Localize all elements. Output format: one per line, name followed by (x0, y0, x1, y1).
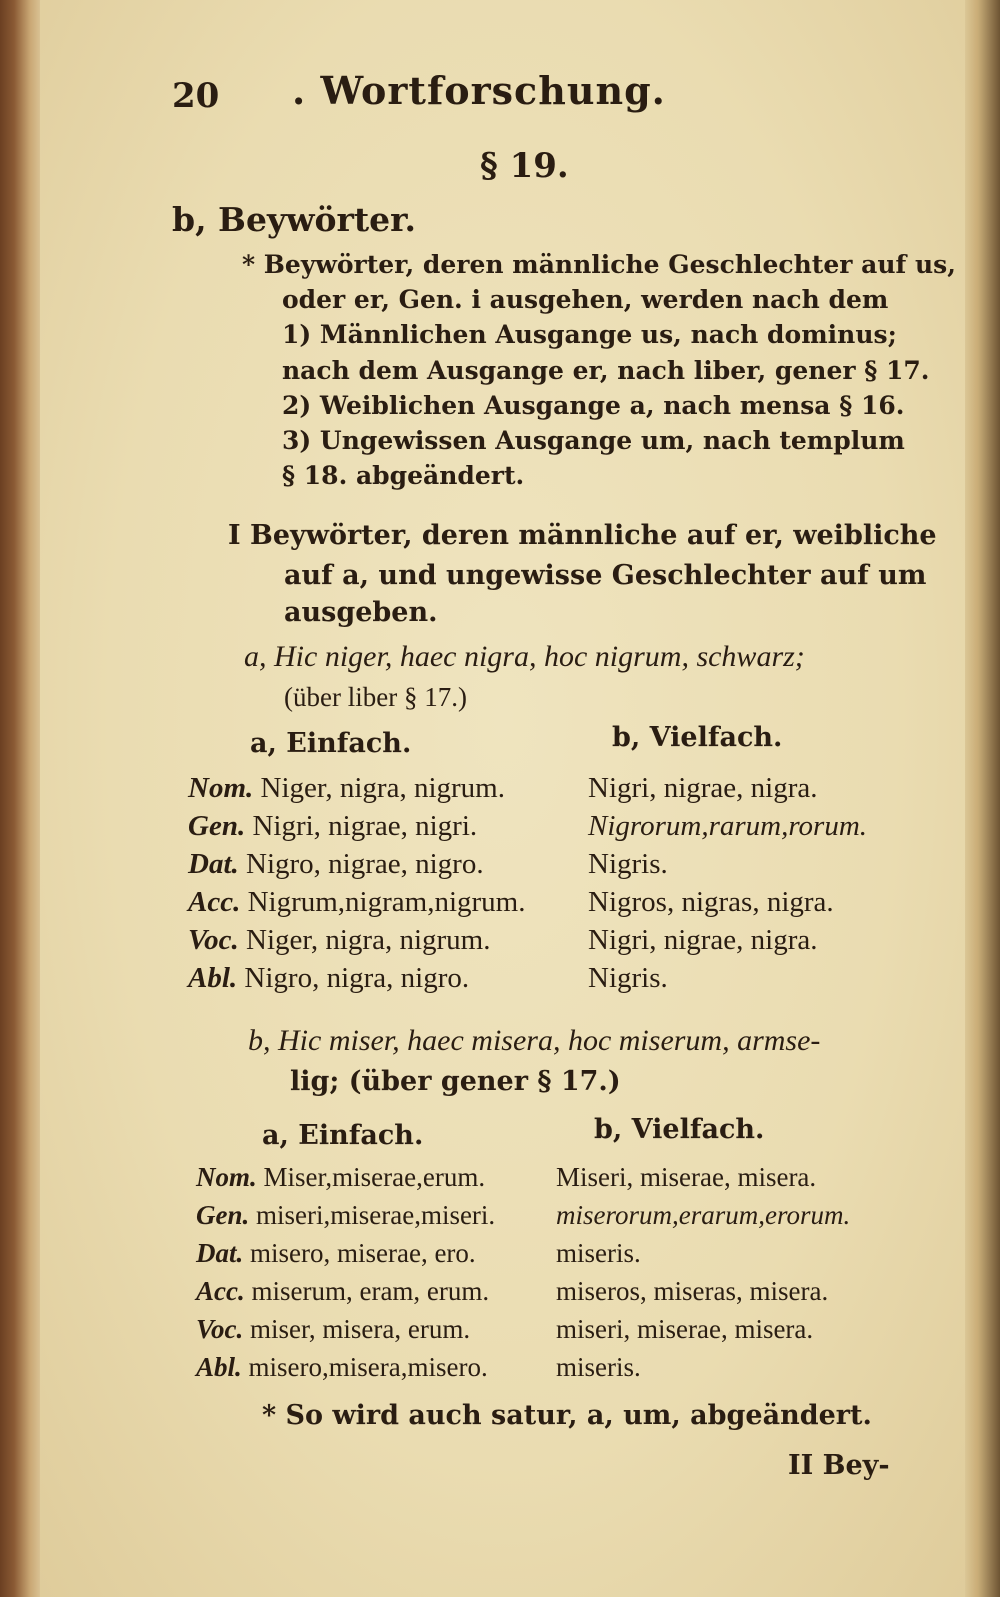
case-label: Voc. (196, 1314, 244, 1344)
case-label: Nom. (196, 1162, 257, 1192)
declension-row (188, 924, 818, 957)
example-b-line-2: lig; (über gener § 17.) (290, 1066, 621, 1097)
example-a-line-2: (über liber § 17.) (284, 682, 467, 712)
plural-forms: Nigrorum,rarum,rorum. (588, 810, 868, 842)
plural-forms: Nigri, nigrae, nigra. (588, 924, 818, 956)
singular-forms: Miser,miserae,erum. (263, 1162, 486, 1192)
running-title: . Wortforschung. (292, 68, 666, 113)
plural-forms: Nigris. (588, 848, 668, 880)
singular-forms: misero,misera,misero. (248, 1352, 488, 1382)
plural-forms: miseris. (556, 1238, 641, 1268)
case-label: Gen. (196, 1200, 250, 1230)
singular-forms: Nigro, nigrae, nigro. (246, 848, 484, 880)
case-label: Dat. (196, 1238, 244, 1268)
plural-label: b, Vielfach. (612, 722, 783, 753)
declension-row (196, 1276, 829, 1307)
plural-forms: Miseri, miserae, misera. (556, 1162, 817, 1192)
note-line: nach dem Ausgange er, nach liber, gener § 17. (282, 356, 930, 385)
rule-line: ausgeben. (284, 597, 438, 628)
example-b-line-1: b, Hic miser, haec misera, hoc miserum, armse- (248, 1024, 821, 1057)
catchword: II Bey- (788, 1450, 890, 1481)
declension-row (196, 1314, 814, 1345)
plural-forms: miseris. (556, 1352, 641, 1382)
plural-forms: miserorum,erarum,erorum. (556, 1200, 851, 1230)
rule-line: I Beywörter, deren männliche auf er, weibliche (228, 520, 937, 551)
case-label: Gen. (188, 810, 246, 842)
singular-forms: misero, miserae, ero. (250, 1238, 476, 1268)
note-2: * So wird auch satur, a, um, abgeändert. (262, 1400, 872, 1431)
plural-forms: Nigri, nigrae, nigra. (588, 772, 818, 804)
declension-row (196, 1238, 641, 1269)
declension-row (188, 810, 868, 843)
case-label: Voc. (188, 924, 239, 956)
declension-row (196, 1200, 851, 1231)
singular-forms: miser, misera, erum. (250, 1314, 471, 1344)
singular-forms: Nigrum,nigram,nigrum. (247, 886, 526, 918)
note-line: * Beywörter, deren männliche Geschlechter auf us, (242, 250, 956, 279)
rule-line: auf a, und ungewisse Geschlechter auf um (284, 560, 927, 591)
case-label: Nom. (188, 772, 254, 804)
plural-forms: Nigros, nigras, nigra. (588, 886, 834, 918)
page-number: 20 (172, 76, 220, 116)
singular-forms: Nigro, nigra, nigro. (244, 962, 470, 994)
declension-row (196, 1162, 817, 1193)
section-heading: b, Beywörter. (172, 200, 417, 239)
singular-label: a, Einfach. (250, 728, 412, 759)
note-line: 2) Weiblichen Ausgange a, nach mensa § 16. (282, 391, 905, 420)
section-number: § 19. (480, 146, 569, 186)
plural-forms: Nigris. (588, 962, 668, 994)
note-line: 1) Männlichen Ausgange us, nach dominus; (282, 320, 897, 349)
case-label: Dat. (188, 848, 239, 880)
declension-row (188, 886, 834, 919)
example-a-line-1: a, Hic niger, haec nigra, hoc nigrum, schwarz; (244, 640, 805, 673)
case-label: Acc. (188, 886, 241, 918)
singular-forms: Niger, nigra, nigrum. (260, 772, 505, 804)
note-line: § 18. abgeändert. (282, 461, 525, 490)
case-label: Acc. (196, 1276, 245, 1306)
singular-forms: Nigri, nigrae, nigri. (252, 810, 478, 842)
declension-row (188, 848, 668, 881)
plural-label: b, Vielfach. (594, 1114, 765, 1145)
note-line: 3) Ungewissen Ausgange um, nach templum (282, 426, 905, 455)
singular-label: a, Einfach. (262, 1120, 424, 1151)
note-line: oder er, Gen. i ausgehen, werden nach dem (282, 285, 889, 314)
case-label: Abl. (188, 962, 238, 994)
case-label: Abl. (196, 1352, 242, 1382)
plural-forms: miseri, miserae, misera. (556, 1314, 814, 1344)
singular-forms: miseri,miserae,miseri. (256, 1200, 496, 1230)
singular-forms: miserum, eram, erum. (251, 1276, 490, 1306)
singular-forms: Niger, nigra, nigrum. (246, 924, 491, 956)
declension-row (196, 1352, 641, 1383)
plural-forms: miseros, miseras, misera. (556, 1276, 829, 1306)
declension-row (188, 772, 818, 805)
page-header (172, 62, 692, 122)
page-edge (978, 0, 1000, 1597)
declension-row (188, 962, 668, 995)
